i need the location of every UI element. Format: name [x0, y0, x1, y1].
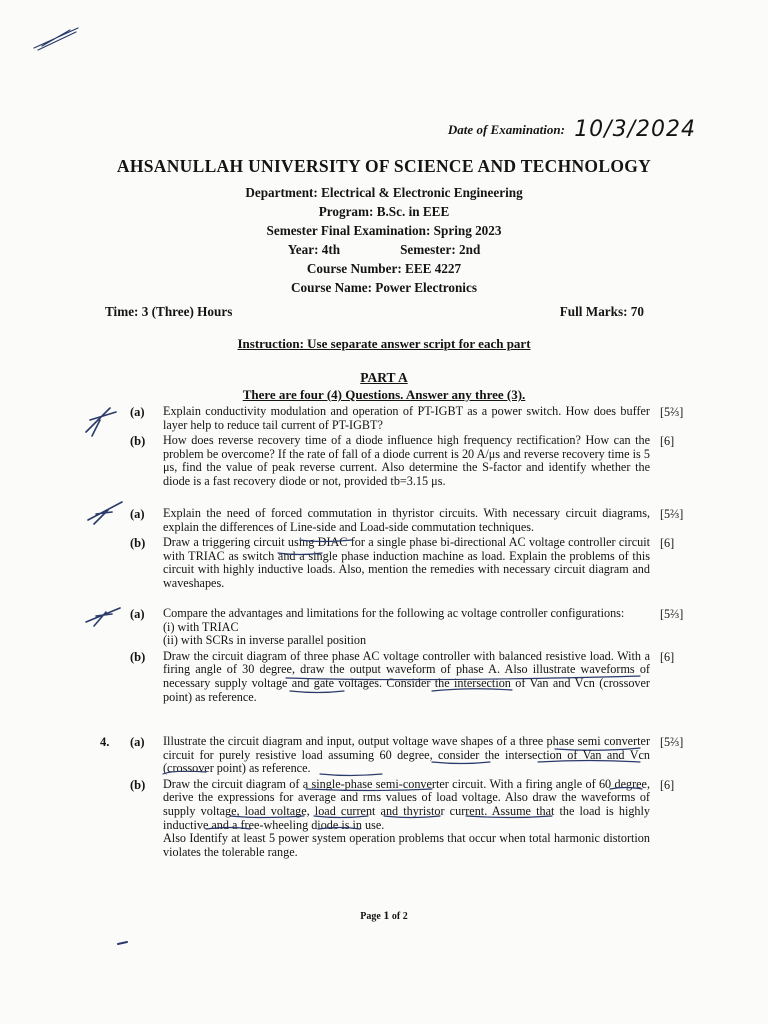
sub-label: (a)	[130, 507, 145, 521]
semester: Semester: 2nd	[400, 242, 481, 257]
year-semester-row	[0, 240, 768, 259]
instruction: Instruction: Use separate answer script for each part	[237, 336, 531, 351]
question-4a	[0, 735, 768, 776]
sub-label: (b)	[130, 649, 146, 664]
question-text: Explain conductivity modulation and operation of PT-IGBT as a power switch. How does buffer layer help to reduce tail current of PT-IGBT?	[163, 404, 650, 432]
question-2b	[0, 536, 768, 590]
program: Program: B.Sc. in EEE	[318, 204, 450, 219]
course-name: Course Name: Power Electronics	[291, 280, 477, 295]
question-3a-item-1: (i) with TRIAC	[163, 619, 239, 634]
marks-label: [5⅔]	[660, 507, 684, 521]
university-name: AHSANULLAH UNIVERSITY OF SCIENCE AND TECHNOLOGY	[116, 156, 652, 176]
question-text	[163, 778, 650, 860]
question-3a-item-2: (ii) with SCRs in inverse parallel position	[163, 633, 367, 648]
question-text: Draw a triggering circuit using DIAC for a single phase bi-directional AC voltage controller circuit with TRIAC as switch and a single phase induction machine as load. Explain the problems of this circuit with highly inductive loads. Also, mention the remedies with necessary circuit diagram and waveshapes.	[163, 535, 650, 590]
page-footer	[0, 908, 768, 923]
marks-label: [6]	[660, 536, 675, 551]
question-text: Illustrate the circuit diagram and input, output voltage wave shapes of a three phase semi converter circuit for purely resistive load assuming 60 degree, consider the intersection of Van and Vcn (crossover point) as reference.	[163, 734, 650, 776]
course-number: Course Number: EEE 4227	[306, 261, 462, 276]
marks-label: [6]	[660, 434, 675, 449]
question-text: Explain the need of forced commutation in thyristor circuits. With necessary circuit diagrams, explain the differences of Line-side and Load-side commutation techniques.	[163, 506, 650, 534]
marks-label: [5⅔]	[660, 405, 684, 419]
corner-scribble	[34, 28, 78, 50]
sub-label: (b)	[130, 536, 146, 551]
page-prefix: Page	[360, 911, 381, 922]
page-number: 1	[383, 908, 390, 922]
marks-label: [5⅔]	[660, 735, 684, 749]
part-title: PART A	[360, 370, 408, 385]
exam-date	[0, 117, 696, 142]
question-3	[0, 607, 768, 704]
question-4	[0, 735, 768, 859]
sub-label: (b)	[130, 777, 146, 792]
question-text	[163, 607, 650, 648]
margin-dash	[118, 942, 127, 944]
marks-label: [6]	[660, 777, 675, 792]
full-marks: Full Marks: 70	[559, 304, 644, 319]
question-3a-intro: Compare the advantages and limitations for the following ac voltage controller configurations:	[163, 606, 625, 620]
exam-date-handwritten: 10/3/2024	[574, 117, 696, 142]
question-number: 4.	[100, 735, 110, 749]
question-1b	[0, 434, 768, 488]
exam-header	[0, 156, 768, 297]
page-total: 2	[402, 911, 408, 922]
question-4b-main: Draw the circuit diagram of a single-phase semi-converter circuit. With a firing angle of 60 degree, derive the expressions for average and rms values of load voltage. Also draw the waveforms of supply voltage, load voltage, load current and thyristor current. Assume that the load is highly inductive and a free-wheeling diode is in use.	[163, 776, 650, 832]
question-2	[0, 507, 768, 591]
question-1	[0, 405, 768, 489]
question-4b-extra: Also Identify at least 5 power system operation problems that occur when total harmonic distortion violates the tolerable range.	[163, 831, 650, 859]
question-3a	[0, 607, 768, 648]
question-text: Draw the circuit diagram of three phase AC voltage controller with balanced resistive load. With a firing angle of 30 degree, draw the output waveform of phase A. Also illustrate waveforms of necessary supply voltage and gate voltages. Consider the intersection of Van and Vcn (crossover point) as reference.	[163, 648, 650, 704]
exam-title: Semester Final Examination: Spring 2023	[266, 223, 502, 238]
question-3b	[0, 650, 768, 704]
marks-label: [5⅔]	[660, 607, 684, 621]
year: Year: 4th	[287, 242, 341, 257]
question-text: How does reverse recovery time of a diode influence high frequency rectification? How can the problem be overcome? If the rate of fall of a diode current is 20 A/μs and reverse recovery time is 5 μs, find the value of peak reverse current. Also determine the S-factor and identify whether the diode is a fast recovery diode or not, provided tb=3.15 μs.	[163, 433, 650, 488]
sub-label: (a)	[130, 607, 145, 621]
part-subtitle: There are four (4) Questions. Answer any three (3).	[242, 387, 526, 402]
sub-label: (b)	[130, 434, 146, 449]
question-2a	[0, 507, 768, 534]
page-mid: of	[391, 911, 401, 922]
exam-date-label: Date of Examination:	[447, 122, 565, 137]
question-4b	[0, 778, 768, 860]
sub-label: (a)	[130, 735, 145, 749]
question-1a	[0, 405, 768, 432]
sub-label: (a)	[130, 405, 145, 419]
marks-label: [6]	[660, 649, 675, 664]
department: Department: Electrical & Electronic Engineering	[245, 185, 523, 200]
exam-duration: Time: 3 (Three) Hours	[105, 304, 233, 319]
